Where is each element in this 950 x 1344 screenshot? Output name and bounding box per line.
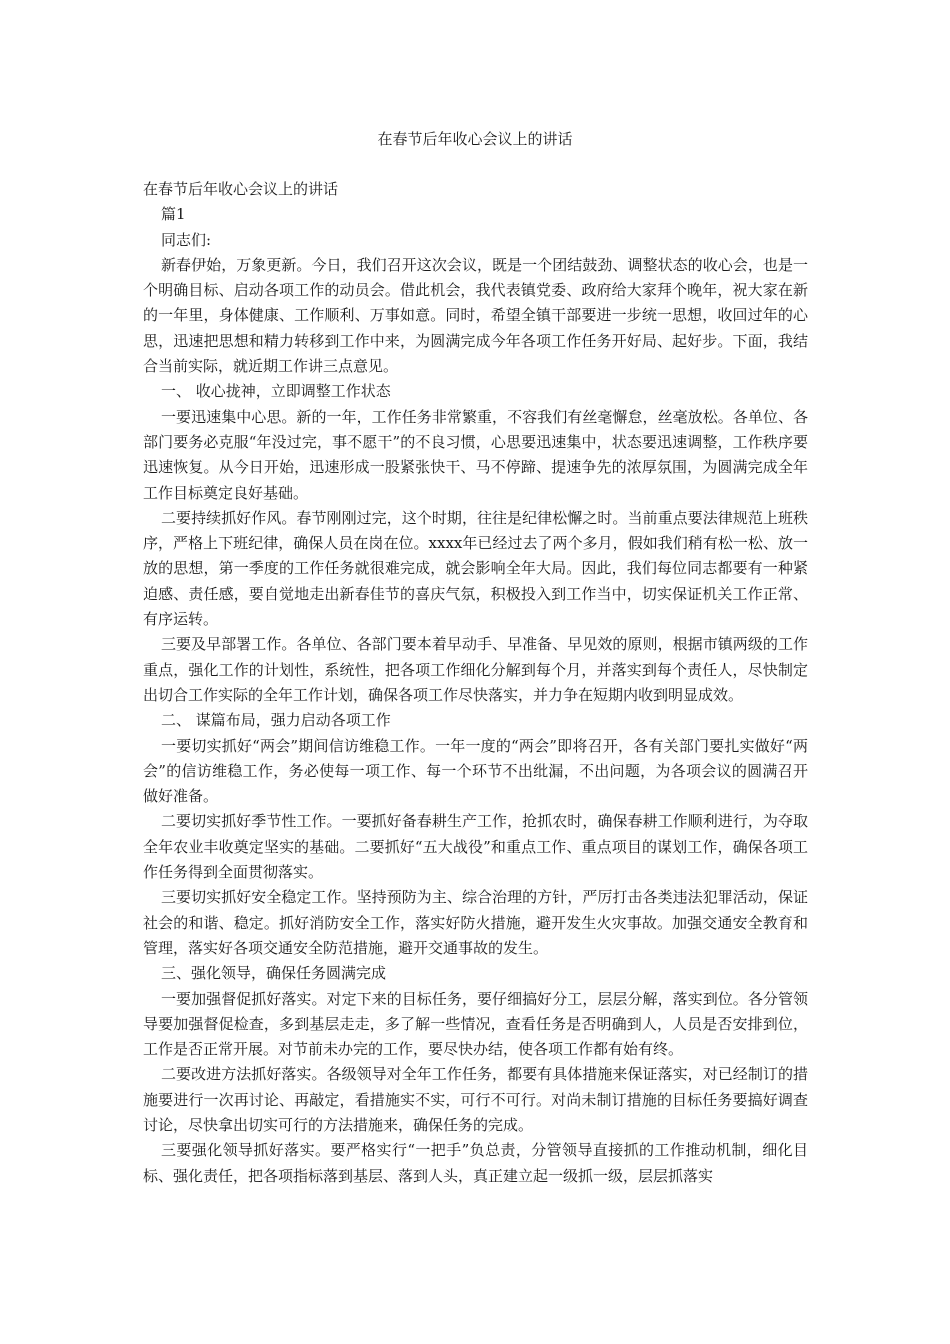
paragraph-3-2: 二要改进方法抓好落实。各级领导对全年工作任务，都要有具体措施来保证落实，对已经制订的措施要进行一次再讨论、再敲定，看措施实不实，可行不可行。对尚未制订措施的目标任务要搞好调查讨论，尽快拿出切实可行的方法措施来，确保任务的完成。 bbox=[143, 1065, 808, 1134]
salutation: 同志们: bbox=[161, 230, 212, 249]
paragraph-1-3: 三要及早部署工作。各单位、各部门要本着早动手、早准备、早见效的原则，根据市镇两级的工作重点，强化工作的计划性，系统性，把各项工作细化分解到每个月，并落实到每个责任人，尽快制定出切合工作实际的全年工作计划，确保各项工作尽快落实，并力争在短期内收到明显成效。 bbox=[143, 635, 808, 704]
section-heading-2: 二、 谋篇布局，强力启动各项工作 bbox=[161, 711, 391, 730]
paragraph-1-1: 一要迅速集中心思。新的一年，工作任务非常繁重，不容我们有丝毫懈怠，丝毫放松。各单位、各部门要务必克服“年没过完，事不愿干”的不良习惯，心思要迅速集中，状态要迅速调整，工作秩序要迅速恢复。从今日开始，迅速形成一股紧张快干、马不停蹄、提速争先的浓厚氛围，为圆满完成全年工作目标奠定良好基础。 bbox=[143, 407, 808, 502]
paragraph-2-3: 三要切实抓好安全稳定工作。坚持预防为主、综合治理的方针，严厉打击各类违法犯罪活动，保证社会的和谐、稳定。抓好消防安全工作，落实好防火措施，避开发生火灾事故。加强交通安全教育和管理，落实好各项交通安全防范措施，避开交通事故的发生。 bbox=[143, 888, 808, 957]
section-heading-3: 三、强化领导，确保任务圆满完成 bbox=[161, 964, 387, 983]
paragraph-2-1: 一要切实抓好“两会”期间信访维稳工作。一年一度的“两会”即将召开，各有关部门要扎实做好“两会”的信访维稳工作，务必使每一项工作、每一个环节不出纰漏，不出问题，为各项会议的圆满召开做好准备。 bbox=[143, 736, 808, 806]
paragraph-2-2: 二要切实抓好季节性工作。一要抓好备春耕生产工作，抢抓农时，确保春耕工作顺利进行，为夺取全年农业丰收奠定坚实的基础。二要抓好“五大战役”和重点工作、重点项目的谋划工作，确保各项工作任务得到全面贯彻落实。 bbox=[143, 812, 808, 882]
paragraph-intro: 新春伊始，万象更新。今日，我们召开这次会议，既是一个团结鼓劲、调整状态的收心会，也是一个明确目标、启动各项工作的动员会。借此机会，我代表镇党委、政府给大家拜个晚年，祝大家在新的一年里，身体健康、工作顺利、万事如意。同时，希望全镇干部要进一步统一思想，收回过年的心思，迅速把思想和精力转移到工作中来，为圆满完成今年各项工作任务开好局、起好步。下面，我结合当前实际，就近期工作讲三点意见。 bbox=[143, 255, 808, 376]
paragraph-3-3: 三要强化领导抓好落实。要严格实行“一把手”负总责，分管领导直接抓的工作推动机制，细化目标、强化责任，把各项指标落到基层、落到人头，真正建立起一级抓一级，层层抓落实 bbox=[143, 1141, 808, 1185]
section-heading-1: 一、 收心拢神，立即调整工作状态 bbox=[161, 382, 391, 401]
document-subtitle: 在春节后年收心会议上的讲话 bbox=[143, 180, 339, 198]
document-body bbox=[143, 177, 808, 1189]
document-title: 在春节后年收心会议上的讲话 bbox=[377, 130, 573, 148]
paragraph-1-2: 二要持续抓好作风。春节刚刚过完，这个时期，往往是纪律松懈之时。当前重点要法律规范上班秩序，严格上下班纪律，确保人员在岗在位。xxxx年已经过去了两个多月，假如我们稍有松一松、放一放的思想，第一季度的工作任务就很难完成，就会影响全年大局。因此，我们每位同志都要有一种紧迫感、责任感，要自觉地走出新春佳节的喜庆气氛，积极投入到工作当中，切实保证机关工作正常、有序运转。 bbox=[143, 508, 808, 629]
part-label: 篇1 bbox=[161, 205, 186, 224]
paragraph-3-1: 一要加强督促抓好落实。对定下来的目标任务，要仔细搞好分工，层层分解，落实到位。各分管领导要加强督促检查，多到基层走走，多了解一些情况，查看任务是否明确到人，人员是否安排到位，工作是否正常开展。对节前未办完的工作，要尽快办结，使各项工作都有始有终。 bbox=[143, 989, 808, 1059]
